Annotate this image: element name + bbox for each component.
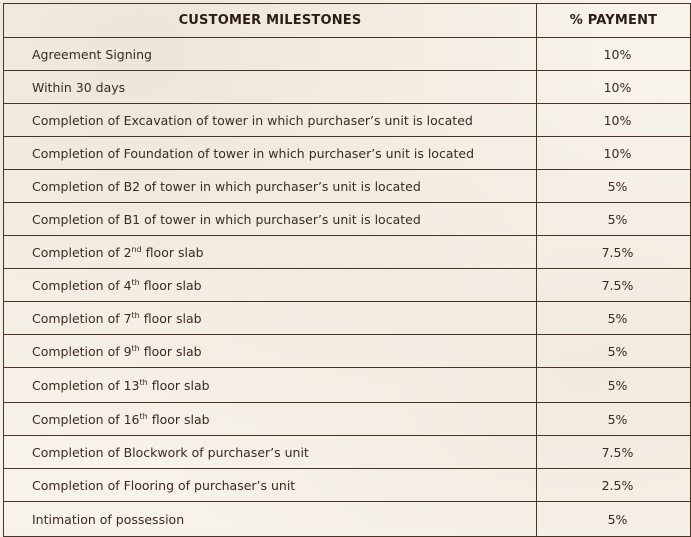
table-row bbox=[4, 469, 691, 502]
payment-cell: 10% bbox=[537, 137, 691, 170]
milestone-cell: Completion of B1 of tower in which purchaser’s unit is located bbox=[4, 203, 537, 236]
milestone-cell: Within 30 days bbox=[4, 71, 537, 104]
table-row bbox=[4, 137, 691, 170]
milestone-column-header: CUSTOMER MILESTONES bbox=[4, 4, 537, 38]
milestone-cell: Intimation of possession bbox=[4, 502, 537, 537]
payment-plan-table bbox=[3, 3, 691, 537]
table-row bbox=[4, 403, 691, 436]
milestone-cell: Completion of 2nd floor slab bbox=[4, 236, 537, 269]
milestone-cell: Completion of Flooring of purchaser’s unit bbox=[4, 469, 537, 502]
payment-cell: 5% bbox=[537, 502, 691, 537]
payment-cell: 10% bbox=[537, 104, 691, 137]
payment-cell: 7.5% bbox=[537, 269, 691, 302]
milestone-cell: Completion of Foundation of tower in which purchaser’s unit is located bbox=[4, 137, 537, 170]
payment-cell: 5% bbox=[537, 335, 691, 368]
payment-cell: 10% bbox=[537, 71, 691, 104]
payment-cell: 5% bbox=[537, 403, 691, 436]
table-header-row bbox=[4, 4, 691, 38]
table-row bbox=[4, 104, 691, 137]
table-row bbox=[4, 236, 691, 269]
milestone-cell: Completion of 4th floor slab bbox=[4, 269, 537, 302]
table-row bbox=[4, 502, 691, 537]
table-row bbox=[4, 368, 691, 403]
table-row bbox=[4, 71, 691, 104]
table-row bbox=[4, 170, 691, 203]
table-row bbox=[4, 269, 691, 302]
payment-cell: 7.5% bbox=[537, 436, 691, 469]
payment-cell: 10% bbox=[537, 38, 691, 71]
payment-column-header: % PAYMENT bbox=[537, 4, 691, 38]
payment-cell: 7.5% bbox=[537, 236, 691, 269]
table-row bbox=[4, 302, 691, 335]
table-row bbox=[4, 38, 691, 71]
milestone-cell: Completion of 16th floor slab bbox=[4, 403, 537, 436]
table-row bbox=[4, 203, 691, 236]
table-row bbox=[4, 335, 691, 368]
milestone-cell: Completion of Blockwork of purchaser’s unit bbox=[4, 436, 537, 469]
milestone-cell: Completion of 13th floor slab bbox=[4, 368, 537, 403]
milestone-cell: Agreement Signing bbox=[4, 38, 537, 71]
milestone-cell: Completion of Excavation of tower in which purchaser’s unit is located bbox=[4, 104, 537, 137]
milestone-cell: Completion of 9th floor slab bbox=[4, 335, 537, 368]
milestone-cell: Completion of 7th floor slab bbox=[4, 302, 537, 335]
milestone-cell: Completion of B2 of tower in which purchaser’s unit is located bbox=[4, 170, 537, 203]
payment-cell: 5% bbox=[537, 170, 691, 203]
payment-cell: 5% bbox=[537, 368, 691, 403]
payment-cell: 2.5% bbox=[537, 469, 691, 502]
payment-cell: 5% bbox=[537, 203, 691, 236]
table-row bbox=[4, 436, 691, 469]
payment-cell: 5% bbox=[537, 302, 691, 335]
